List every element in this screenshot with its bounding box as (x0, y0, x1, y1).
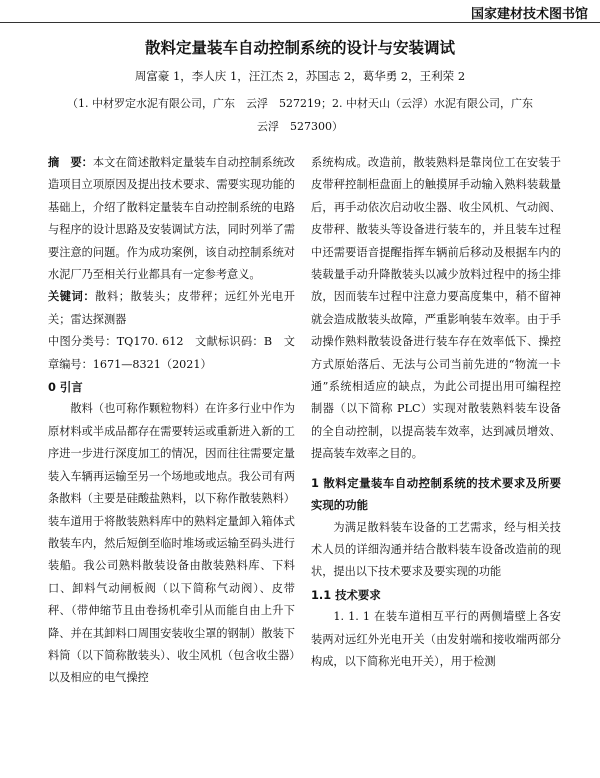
keywords-label: 关键词： (48, 290, 96, 304)
abstract-text: 本文在简述散料定量装车自动控制系统改造项目立项原因及提出技术要求、需要实现功能的基础上，介绍了散料定量装车自动控制系统的电路与程序的设计思路及安装调试方法，同时列举了需要注意的问题。作为成功案例，该自动控制系统对水泥厂乃至相关行业都具有一定参考意义。 (48, 156, 295, 282)
intro-paragraph: 散料（也可称作颗粒物料）在许多行业中作为原材料或半成品都存在需要转运或重新进入新的工序进一步进行深度加工的情况，因而往往需要定量装入车辆再运输至另一个场地或地点。我公司有两条散料（主要是硅酸盐熟料，以下称作散装熟料）装车道用于将散装熟料库中的熟料定量卸入箱体式散装车内，然后短倒至临时堆场或运输至码头进行装船。我公司熟料散装设备由散装熟料库、下料口、卸料气动闸板阀（以下简称气动阀）、皮带秤、（带伸缩节且由卷扬机牵引从而能自由上升下降、并在其卸料口周围安装收尘罩的钢制）散装下料筒（以下简称散装头）、收尘风机（包含收尘器）以及相应的电气操控 (48, 402, 295, 685)
section-heading-1: 1 散料定量装车自动控制系统的技术要求及所要实现的功能 (311, 475, 561, 513)
paper-title: 散料定量装车自动控制系统的设计与安装调试 (144, 39, 455, 57)
library-stamp: 国家建材技术图书馆 (470, 7, 588, 22)
author-list: 周富豪 1，李人庆 1，汪江杰 2，苏国志 2，葛华勇 2，王利荣 2 (134, 69, 466, 83)
section-heading-intro: 0 引言 (48, 380, 83, 395)
abstract (48, 152, 295, 286)
right-column (311, 152, 561, 673)
abstract-label: 摘 要： (48, 156, 93, 169)
page-header (0, 0, 600, 23)
left-column (48, 152, 295, 690)
section-1-paragraph: 为满足散料装车设备的工艺需求，经与相关技术人员的详细沟通并结合散料装车设备改造前的现状，提出以下技术要求及要实现的功能 (311, 520, 561, 579)
classification-line: 中图分类号：TQ170. 612 文献标识码：B 文章编号：1671—8321（2021） (48, 335, 295, 371)
section-heading-1-1: 1.1 技术要求 (311, 587, 381, 602)
body-paragraph: 系统构成。改造前，散装熟料是靠岗位工在安装于皮带秤控制柜盘面上的触摸屏手动输入熟料装载量后，再手动依次启动收尘器、收尘风机、气动阀、皮带秤、散装头等设备进行装车的，并且装车过程中还需要语音提醒指挥车辆前后移动及根据车内的装载量手动升降散装头以减少放料过程中的扬尘排放，因而装车过程中注意力要高度集中，稍不留神就会造成散装头故障，严重影响装车效率。由于手动操作熟料散装设备进行装车存在效率低下、操控方式原始落后、无法与公司当前先进的“物流一卡通”系统相适应的缺点，为此公司提出用可编程控制器（以下简称 PLC）实现对散装熟料装车设备的全自动控制，以提高装车效率，达到减员增效、提高装车效率之目的。 (311, 156, 561, 461)
affiliation: （1. 中材罗定水泥有限公司，广东 云浮 527219；2. 中材天山（云浮）水泥有限公司，广东 云浮 527300） (67, 97, 544, 133)
keywords-text: 散料；散装头；皮带秤；远红外光电开关；雷达探测器 (48, 290, 295, 326)
section-1-1-paragraph: 1. 1. 1 在装车道相互平行的两侧墙壁上各安装两对远红外光电开关（由发射端和接收端两部分构成，以下简称光电开关），用于检测 (311, 610, 561, 668)
keywords (48, 286, 295, 331)
